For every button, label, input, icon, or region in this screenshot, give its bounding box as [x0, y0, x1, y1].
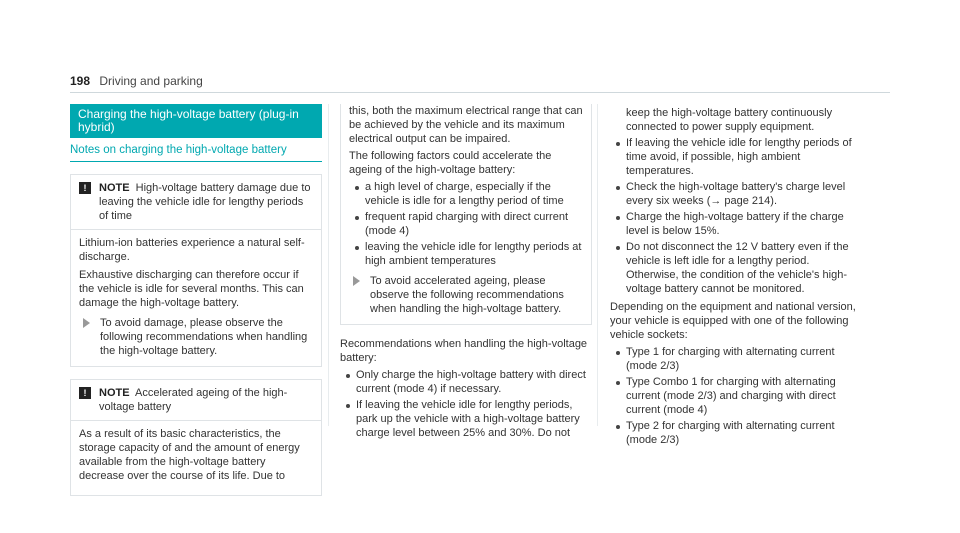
- list-item: frequent rapid charging with direct current (mode 4): [349, 210, 583, 238]
- paragraph: Recommendations when handling the high-voltage battery:: [340, 338, 588, 364]
- arrow-right-icon: [353, 276, 360, 286]
- column-divider: [328, 104, 329, 426]
- list-item: Check the high-voltage battery's charge level every six weeks (→ page 214).: [610, 180, 862, 208]
- page-number: 198: [70, 74, 91, 88]
- paragraph: this, both the maximum electrical range that can be achieved by the vehicle and its maximum electrical output can be impaired.: [349, 105, 583, 145]
- note-head: [71, 380, 321, 420]
- column-1: [70, 104, 322, 496]
- section-title: Charging the high-voltage battery (plug-in hybrid): [70, 104, 322, 138]
- note-paragraph: Exhaustive discharging can therefore occur if the vehicle is idle for several months. This can damage the high-voltage battery.: [79, 269, 304, 309]
- warning-icon: !: [79, 387, 91, 399]
- note-body: [71, 420, 321, 495]
- action-text: To avoid damage, please observe the following recommendations when handling the high-voltage battery.: [100, 317, 308, 357]
- factor-list: [349, 180, 583, 268]
- note-heading: Accelerated ageing of the high-voltage battery: [99, 387, 288, 413]
- recommendation-list: [340, 368, 592, 440]
- note-box-ageing: [70, 379, 322, 496]
- socket-list: [610, 345, 862, 447]
- list-item: Type 2 for charging with alternating current (mode 2/3): [610, 419, 862, 447]
- list-item: keep the high-voltage battery continuously connected to power supply equipment.: [626, 107, 833, 133]
- note-paragraph: Lithium-ion batteries experience a natural self-discharge.: [79, 237, 305, 263]
- action-line: [79, 316, 313, 358]
- sub-title: Notes on charging the high-voltage battery: [70, 143, 322, 162]
- list-item: If leaving the vehicle idle for lengthy periods, park up the vehicle with a high-voltage battery charge level between 25% and 30%. Do not: [340, 398, 592, 440]
- list-item: Type 1 for charging with alternating current (mode 2/3): [610, 345, 862, 373]
- paragraph: Depending on the equipment and national version, your vehicle is equipped with one of the following vehicle sockets:: [610, 301, 856, 341]
- column-divider: [597, 104, 598, 426]
- list-item: a high level of charge, especially if the vehicle is idle for a lengthy period of time: [349, 180, 583, 208]
- column-3: [610, 104, 862, 451]
- list-item: Only charge the high-voltage battery with direct current (mode 4) if necessary.: [340, 368, 592, 396]
- list-item: If leaving the vehicle idle for lengthy periods of time avoid, if possible, high ambient temperatures.: [610, 136, 862, 178]
- note-paragraph: As a result of its basic characteristics, the storage capacity of and the amount of energy available from the high-voltage battery decrease over the course of its life. Due to: [79, 428, 300, 482]
- paragraph: The following factors could accelerate the ageing of the high-voltage battery:: [349, 150, 552, 176]
- recommendation-list-continued: [610, 106, 862, 296]
- note-head: [71, 175, 321, 229]
- action-line: [349, 274, 583, 316]
- note-heading: High-voltage battery damage due to leaving the vehicle idle for lengthy periods of time: [99, 182, 311, 222]
- list-item: Type Combo 1 for charging with alternating current (mode 2/3) and charging with direct current (mode 4): [610, 375, 862, 417]
- list-item: Charge the high-voltage battery if the charge level is below 15%.: [610, 210, 862, 238]
- list-item: Do not disconnect the 12 V battery even if the vehicle is left idle for a lengthy period. Otherwise, the condition of the vehicle's high-voltage battery cannot be monitored.: [610, 240, 862, 296]
- note-body: [71, 229, 321, 366]
- header-divider: [70, 92, 890, 93]
- note-box-damage: [70, 174, 322, 367]
- column-2: [340, 104, 592, 444]
- page-header: [70, 74, 203, 88]
- list-item: leaving the vehicle idle for lengthy periods at high ambient temperatures: [349, 240, 583, 268]
- action-text: To avoid accelerated ageing, please observe the following recommendations when handling the high-voltage battery.: [370, 275, 564, 315]
- arrow-right-icon: [83, 318, 90, 328]
- section-name: Driving and parking: [99, 74, 203, 88]
- note-label: NOTE: [99, 182, 130, 194]
- warning-icon: !: [79, 182, 91, 194]
- note-label: NOTE: [99, 387, 130, 399]
- note-continued-box: [340, 104, 592, 325]
